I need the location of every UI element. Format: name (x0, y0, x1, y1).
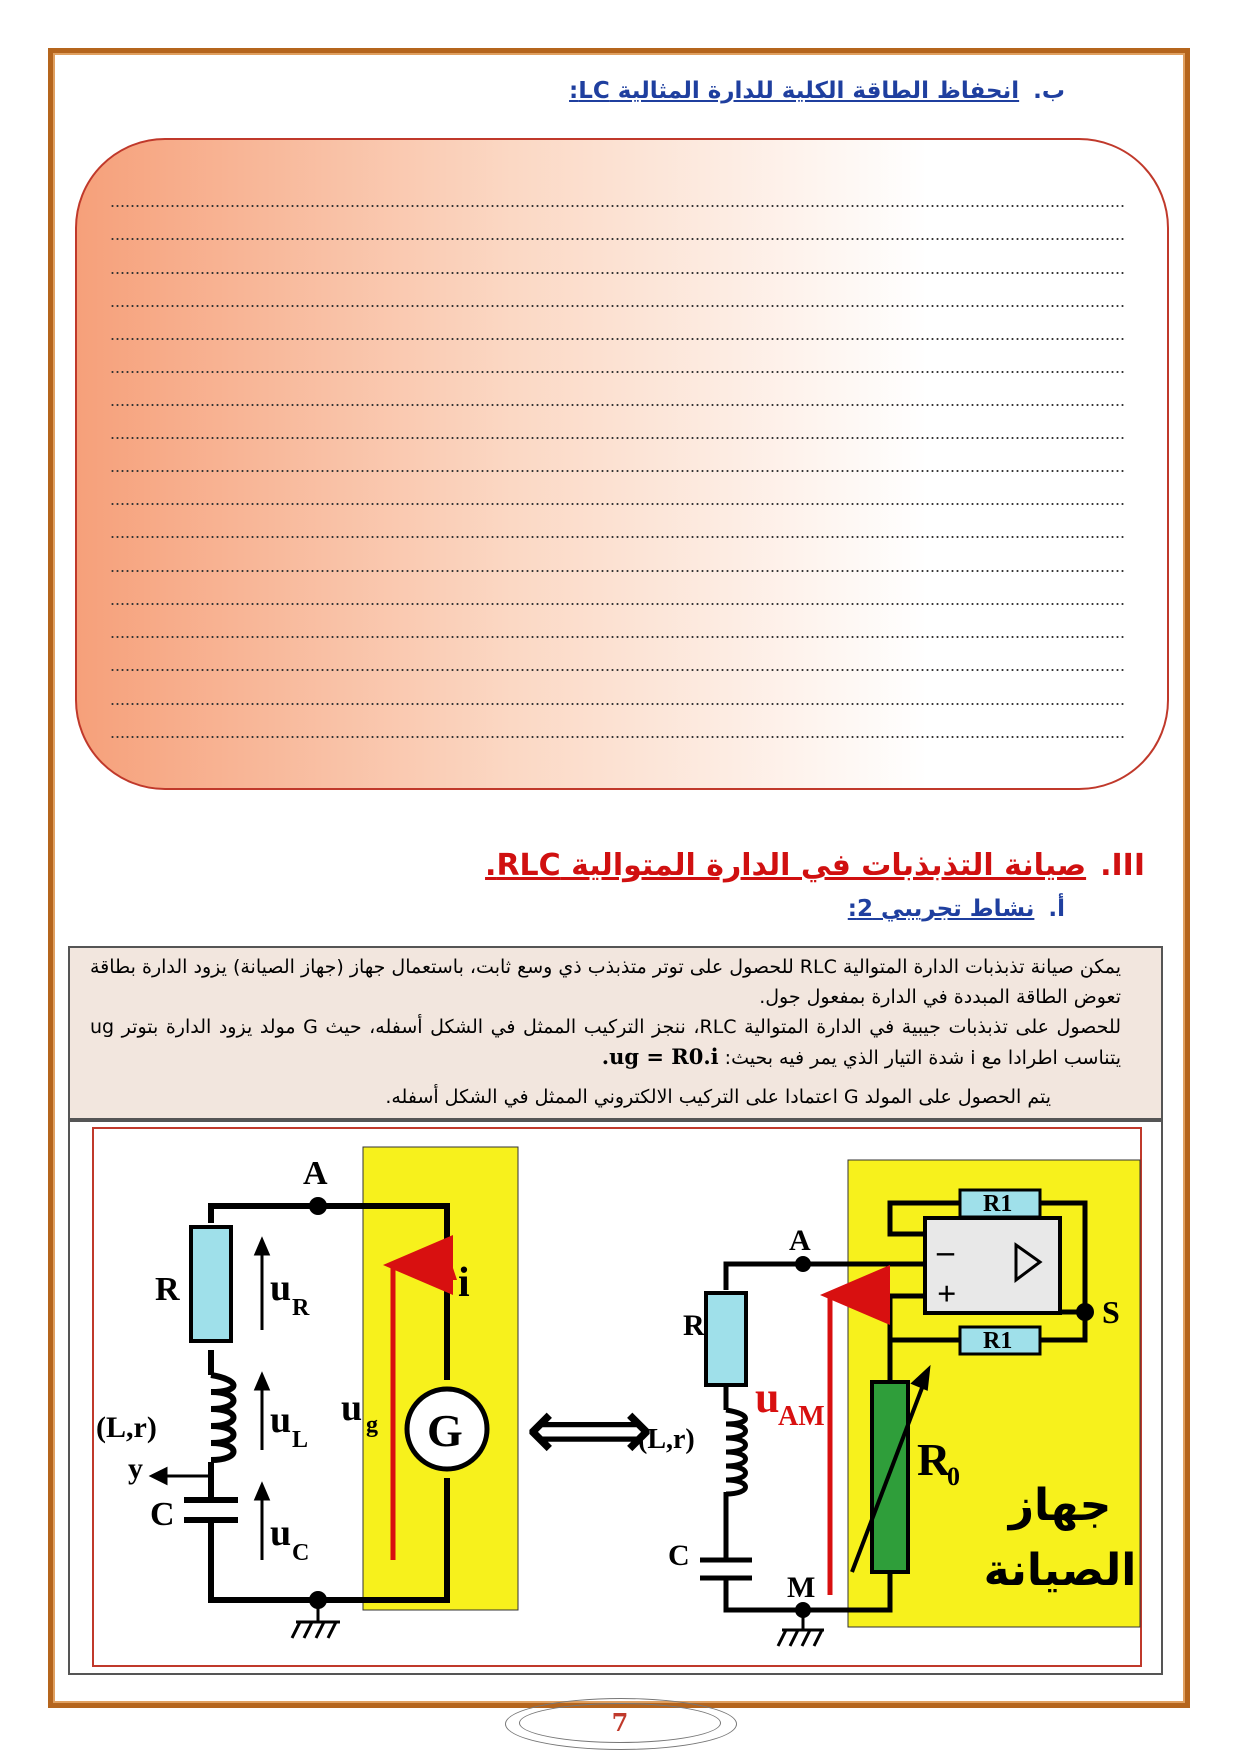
capacitor-right (700, 1560, 752, 1578)
label-uR: u (270, 1267, 292, 1309)
section-b-title: انحفاظ الطاقة الكلية للدارة المثالية LC: (569, 78, 1020, 104)
voltage-arrows-left (256, 1240, 268, 1560)
node-A-left (309, 1197, 327, 1215)
section-iii-number: III. (1100, 848, 1145, 883)
label-S: S (1102, 1294, 1120, 1330)
activity-line-1: يمكن صيانة تذبذبات الدارة المتوالية RLC للحصول على توتر متذبذب ذي وسع ثابت، باستعمال جهاز (جهاز الصيانة) يزود الدارة بطاقة تعوض الطاقة المبددة في الدارة بمفعول جول. (90, 956, 1121, 1008)
y-branch-arrow (152, 1469, 211, 1483)
inductor-right (726, 1410, 746, 1494)
resistor-R-left (191, 1227, 231, 1341)
inductor-left (211, 1375, 234, 1460)
equivalence-arrow: ⟺ (525, 1377, 655, 1482)
section-a-number: أ. (1048, 896, 1065, 922)
label-ug: u (341, 1387, 363, 1429)
label-R1-bottom: R1 (983, 1328, 1013, 1354)
section-a-title: نشاط تجريبي 2: (847, 896, 1035, 922)
label-i: i (458, 1260, 470, 1306)
node-A-right (795, 1256, 811, 1272)
label-C-right: C (668, 1539, 690, 1572)
page-number: 7 (611, 1708, 629, 1737)
device-label-line1: جهاز (1008, 1480, 1112, 1531)
label-C-left: C (150, 1496, 175, 1533)
label-A-left: A (303, 1155, 328, 1192)
label-Lr-left: (L,r) (96, 1411, 157, 1444)
label-G: G (427, 1405, 463, 1456)
label-R-right: R (683, 1309, 705, 1342)
activity-line-2-text: للحصول على تذبذبات جيبية في الدارة المتوالية RLC، ننجز التركيب الممثل في الشكل أسفله، حيث G مولد يزود الدارة بتوتر ug يتناسب اطرادا مع i شدة التيار الذي يمر فيه بحيث: (90, 1016, 1121, 1069)
label-uR-sub: R (292, 1295, 310, 1321)
device-label-line2: الصيانة (983, 1545, 1137, 1596)
section-b-number: ب. (1033, 78, 1065, 104)
activity-line-3: يتم الحصول على المولد G اعتمادا على التركيب الالكتروني الممثل في الشكل أسفله. (385, 1086, 1051, 1108)
resistor-R-right (706, 1293, 746, 1385)
label-R0: R (917, 1434, 951, 1485)
section-iii-title: صيانة التذبذبات في الدارة المتوالية RLC. (485, 848, 1087, 883)
label-uAM-sub: AM (778, 1401, 825, 1432)
label-A-right: A (789, 1224, 811, 1257)
label-ug-sub: g (366, 1412, 378, 1438)
label-R1-top: R1 (983, 1191, 1013, 1217)
label-uC-sub: C (292, 1540, 310, 1566)
capacitor-left (184, 1500, 238, 1520)
activity-formula: ug = R0.i. (601, 1044, 719, 1069)
label-Lr-right: (L,r) (638, 1424, 695, 1455)
node-S (1076, 1303, 1094, 1321)
label-y: y (128, 1452, 143, 1485)
label-uAM: u (755, 1373, 780, 1422)
op-amp-plus: + (937, 1276, 957, 1313)
page-number-badge (505, 1698, 735, 1748)
label-R-left: R (155, 1271, 180, 1308)
label-uC: u (270, 1512, 292, 1554)
label-R0-sub: 0 (947, 1462, 960, 1491)
label-M: M (787, 1571, 816, 1604)
label-uL-sub: L (292, 1427, 309, 1453)
generator-yellow-box (363, 1147, 518, 1610)
label-uL: u (270, 1399, 292, 1441)
op-amp-minus: – (937, 1233, 954, 1270)
